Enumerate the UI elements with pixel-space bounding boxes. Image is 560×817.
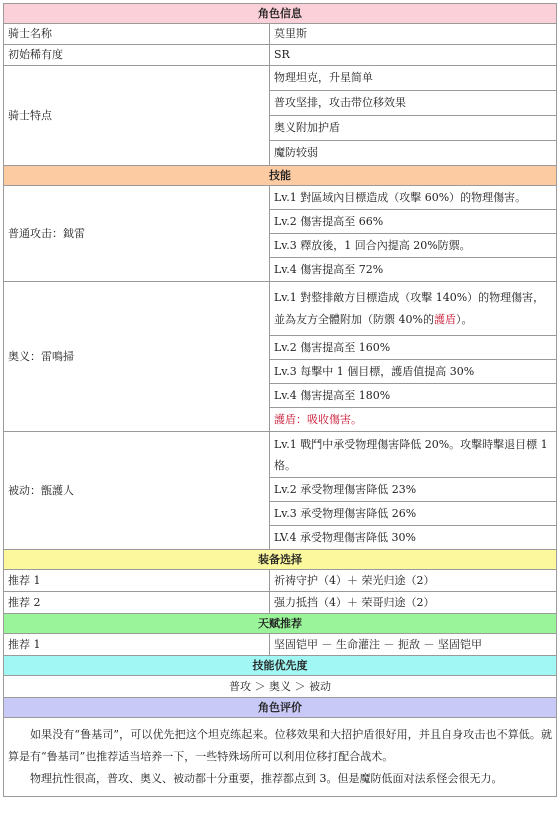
passive-label: 被动：甑護人 xyxy=(4,432,270,550)
normal-attack-level: Lv.4 傷害提高至 72% xyxy=(270,258,557,282)
equipment-recommend-label: 推荐 2 xyxy=(4,592,270,614)
equipment-recommend-value: 强力抵挡（4）＋ 荣哥归途（2） xyxy=(270,592,557,614)
name-label: 骑士名称 xyxy=(4,24,270,45)
section-header-equipment: 装备选择 xyxy=(4,550,557,570)
section-header-evaluation: 角色评价 xyxy=(4,698,557,718)
section-header-info: 角色信息 xyxy=(4,4,557,24)
equipment-recommend-value: 祈祷守护（4）＋ 荣光归途（2） xyxy=(270,570,557,592)
character-guide-sheet xyxy=(3,3,556,797)
equipment-recommend-label: 推荐 1 xyxy=(4,570,270,592)
talent-recommend-value: 坚固铠甲 － 生命灌注 － 扼敌 － 坚固铠甲 xyxy=(270,634,557,656)
ultimate-level: Lv.3 每擊中 1 個目標，護盾值提高 30% xyxy=(270,360,557,384)
skill-priority-value: 普攻 ＞ 奥义 ＞ 被动 xyxy=(4,676,557,698)
rarity-value: SR xyxy=(270,45,557,66)
ultimate-level-1 xyxy=(270,282,557,336)
talent-recommend-label: 推荐 1 xyxy=(4,634,270,656)
normal-attack-level: Lv.3 釋放後，1 回合內提高 20%防禦。 xyxy=(270,234,557,258)
name-value: 莫里斯 xyxy=(270,24,557,45)
passive-level: Lv.3 承受物理傷害降低 26% xyxy=(270,502,557,526)
normal-attack-label: 普通攻击：鉞雷 xyxy=(4,186,270,282)
shield-note: 護盾：吸收傷害。 xyxy=(270,408,557,432)
ultimate-level-1-text: Lv.1 對整排敵方目標造成（攻擊 140%）的物理傷害，並為友方全體附加（防禦 40%的 xyxy=(274,290,545,326)
passive-level: Lv.1 戰鬥中承受物理傷害降低 20%。攻擊時擊退目標 1 格。 xyxy=(270,432,557,478)
normal-attack-level: Lv.2 傷害提高至 66% xyxy=(270,210,557,234)
section-header-skills: 技能 xyxy=(4,166,557,186)
traits-label: 骑士特点 xyxy=(4,66,270,166)
evaluation-paragraph: 物理抗性很高，普攻、奥义、被动都十分重要，推荐都点到 3。但是魔防低面对法系怪会很无力。 xyxy=(30,772,503,785)
passive-level: LV.4 承受物理傷害降低 30% xyxy=(270,526,557,550)
trait-item: 物理坦克，升星简单 xyxy=(270,66,557,91)
evaluation-text xyxy=(4,718,557,797)
ultimate-level: Lv.4 傷害提高至 180% xyxy=(270,384,557,408)
trait-item: 普攻坚排，攻击带位移效果 xyxy=(270,91,557,116)
normal-attack-level: Lv.1 對區域內目標造成（攻擊 60%）的物理傷害。 xyxy=(270,186,557,210)
ultimate-level: Lv.2 傷害提高至 160% xyxy=(270,336,557,360)
rarity-label: 初始稀有度 xyxy=(4,45,270,66)
ultimate-level-1-end: ）。 xyxy=(455,312,473,326)
shield-term: 護盾 xyxy=(433,312,456,326)
evaluation-paragraph: 如果没有“鲁基司”，可以优先把这个坦克练起来。位移效果和大招护盾很好用，并且自身攻击也不算低。就算是有“鲁基司”也推荐适当培养一下，一些特殊场所可以利用位移打配合战术。 xyxy=(8,728,552,763)
ultimate-label: 奥义：雷鳴掃 xyxy=(4,282,270,432)
character-guide-table xyxy=(3,3,557,797)
section-header-priority: 技能优先度 xyxy=(4,656,557,676)
trait-item: 奥义附加护盾 xyxy=(270,116,557,141)
section-header-talent: 天赋推荐 xyxy=(4,614,557,634)
passive-level: Lv.2 承受物理傷害降低 23% xyxy=(270,478,557,502)
trait-item: 魔防较弱 xyxy=(270,141,557,166)
